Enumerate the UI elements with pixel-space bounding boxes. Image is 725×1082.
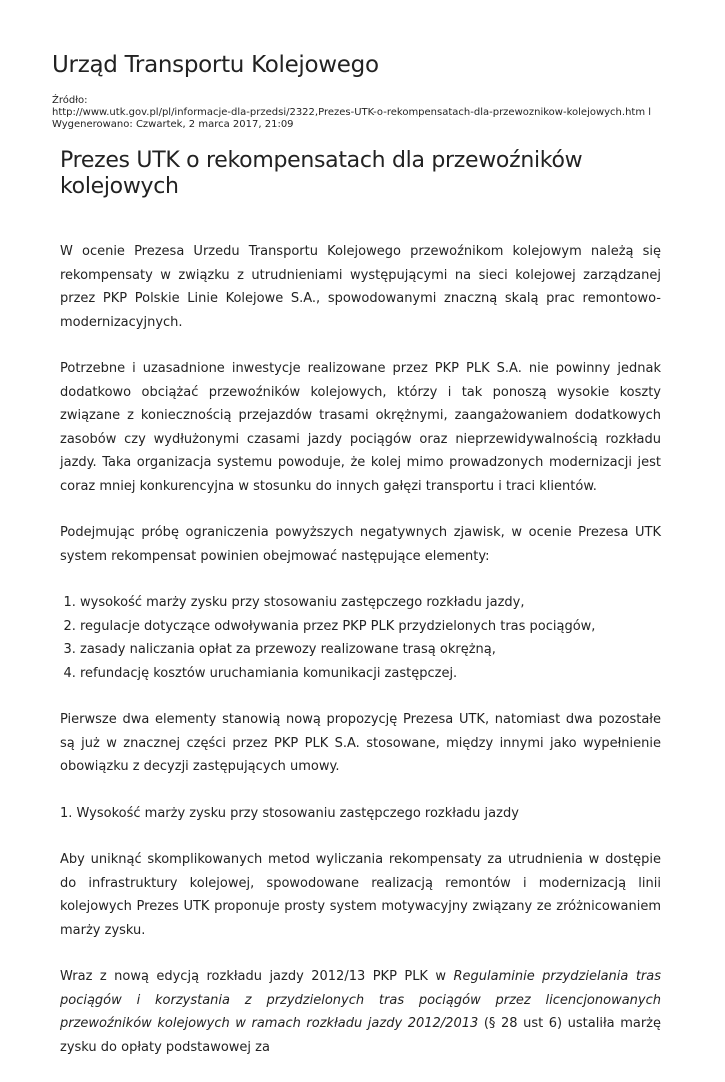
article-body bbox=[60, 240, 661, 1082]
regulation-title: Regulaminie przydzielania tras pociągów i korzystania z przydzielonych tras pociągów przez licencjonowanych przewoźników kolejowych w ramach rozkładu jazdy 2012/2013 bbox=[60, 969, 661, 1031]
generated-timestamp: Wygenerowano: Czwartek, 2 marca 2017, 21:09 bbox=[52, 119, 294, 130]
source-url[interactable]: http://www.utk.gov.pl/pl/informacje-dla-przedsi/2322,Prezes-UTK-o-rekompensatach-dla-przewoznikow-kolejowych.htm l bbox=[52, 107, 652, 118]
elements-list bbox=[60, 591, 661, 685]
paragraph-6-start: Wraz z nową edycją rozkładu jazdy 2012/13 PKP PLK w bbox=[60, 969, 454, 984]
section-heading: 1. Wysokość marży zysku przy stosowaniu zastępczego rozkładu jazdy bbox=[60, 805, 519, 821]
article-title: Prezes UTK o rekompensatach dla przewoźników kolejowych bbox=[60, 148, 583, 199]
list-item: 4. refundację kosztów uruchamiania komunikacji zastępczej. bbox=[80, 662, 661, 686]
paragraph-1: W ocenie Prezesa Urzedu Transportu Kolejowego przewoźnikom kolejowym należą się rekompensaty w związku z utrudnieniami występującymi na sieci kolejowej zarządzanej przez PKP Polskie Linie Kolejowe S.A., spowodowanymi znaczną skalą prac remontowo-modernizacyjnych. bbox=[60, 244, 661, 330]
list-item: 2. regulacje dotyczące odwoływania przez PKP PLK przydzielonych tras pociągów, bbox=[80, 615, 661, 639]
paragraph-4: Pierwsze dwa elementy stanowią nową propozycję Prezesa UTK, natomiast dwa pozostałe są już w znacznej części przez PKP PLK S.A. stosowane, między innymi jako wypełnienie obowiązku z decyzji zastępujących umowy. bbox=[60, 712, 661, 774]
list-item: 1. wysokość marży zysku przy stosowaniu zastępczego rozkładu jazdy, bbox=[80, 591, 661, 615]
paragraph-6 bbox=[60, 965, 661, 1059]
list-item: 3. zasady naliczania opłat za przewozy realizowane trasą okrężną, bbox=[80, 638, 661, 662]
paragraph-6-end: (§ 28 ust 6) ustaliła marżę zysku do opłaty podstawowej za bbox=[60, 1016, 661, 1055]
paragraph-5: Aby uniknąć skomplikowanych metod wyliczania rekompensaty za utrudnienia w dostępie do infrastruktury kolejowej, spowodowane realizacją remontów i modernizacją linii kolejowych Prezes UTK proponuje prosty system motywacyjny związany ze zróżnicowaniem marży zysku. bbox=[60, 852, 661, 938]
paragraph-3: Podejmując próbę ograniczenia powyższych negatywnych zjawisk, w ocenie Prezesa UTK system rekompensat powinien obejmować następujące elementy: bbox=[60, 525, 661, 564]
source-label: Źródło: bbox=[52, 95, 88, 106]
paragraph-2: Potrzebne i uzasadnione inwestycje realizowane przez PKP PLK S.A. nie powinny jednak dodatkowo obciążać przewoźników kolejowych, którzy i tak ponoszą wysokie koszty związane z koniecznością przejazdów trasami okrężnymi, zaangażowaniem dodatkowych zasobów czy wydłużonymi czasami jazdy pociągów oraz nieprzewidywalnością rozkładu jazdy. Taka organizacja systemu powoduje, że kolej mimo prowadzonych modernizacji jest coraz mniej konkurencyjna w stosunku do innych gałęzi transportu i traci klientów. bbox=[60, 361, 661, 494]
organization-title: Urząd Transportu Kolejowego bbox=[52, 52, 379, 78]
source-meta bbox=[52, 95, 682, 131]
